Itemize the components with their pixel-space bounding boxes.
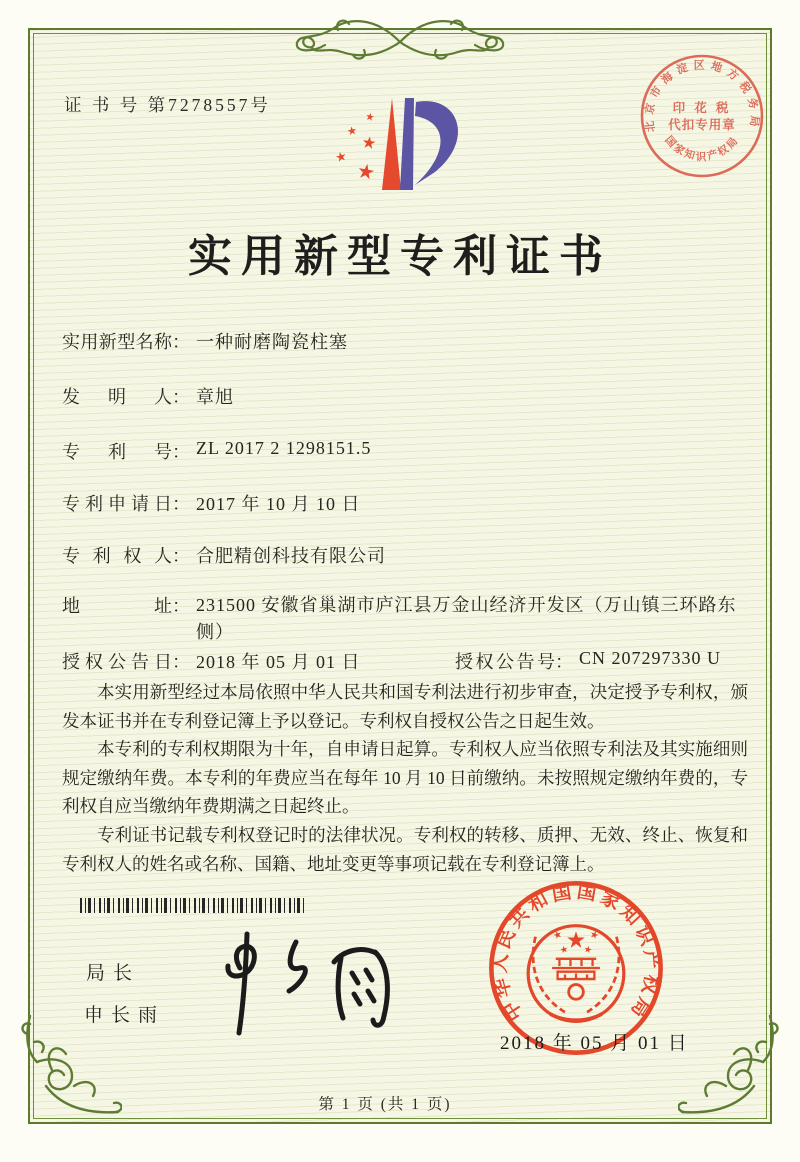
field-value: ZL 2017 2 1298151.5 [196, 438, 372, 458]
field-label: 实用新型名称 [62, 332, 172, 352]
field-label: 专利申请日 [62, 494, 172, 514]
seal-date: 2018 年 05 月 01 日 [500, 1033, 689, 1054]
field-label: 授权公告号 [455, 652, 555, 672]
field-value: 2018 年 05 月 01 日 [196, 652, 361, 672]
page-footer: 第 1 页 (共 1 页) [318, 1096, 452, 1113]
field-label: 授权公告日 [62, 652, 172, 672]
field-colon: ： [555, 652, 573, 672]
legal-paragraph-2: 本专利的专利权期限为十年，自申请日起算。专利权人应当依照专利法及其实施细则规定缴纳年费。本专利的年费应当在每年 10 月 10 日前缴纳。未按照规定缴纳年费的，专利权自应当缴纳年费期满之日起终止。 [62, 739, 748, 817]
field-grant-number [455, 648, 721, 674]
field-value: CN 207297330 U [579, 648, 722, 668]
field-label: 地址 [62, 596, 172, 616]
field-value: 231500 安徽省巢湖市庐江县万金山经济开发区（万山镇三环路东侧） [196, 595, 737, 642]
field-colon: ： [172, 546, 190, 566]
tax-stamp-arc-bottom: 国家知识产权局 [662, 134, 742, 163]
field-inventor [62, 383, 234, 409]
field-colon: ： [172, 332, 190, 352]
national-emblem [528, 926, 624, 1022]
barcode [80, 898, 306, 913]
tax-stamp-line2: 代扣专用章 [668, 118, 736, 132]
legal-paragraph-3: 专利证书记载专利权登记时的法律状况。专利权的转移、质押、无效、终止、恢复和专利权人的姓名或名称、国籍、地址变更等事项记载在专利登记簿上。 [62, 824, 748, 874]
tax-stamp-arc-top: 北京市海淀区地方税务局 [643, 59, 761, 133]
cnipa-logo [335, 88, 483, 208]
field-colon: ： [172, 494, 190, 514]
signer-name: 申长雨 [84, 1005, 166, 1026]
legal-paragraph-1: 本实用新型经过本局依照中华人民共和国专利法进行初步审查，决定授予专利权，颁发本证书并在专利登记簿上予以登记。专利权自授权公告之日起生效。 [62, 682, 748, 731]
svg-text:中华人民共和国国家知识产权局 [488, 880, 665, 1025]
field-patent-number [62, 438, 371, 464]
field-patentee [62, 542, 386, 568]
field-value: 2017 年 10 月 10 日 [196, 494, 361, 514]
logo-blue-bar [400, 98, 414, 190]
tax-stamp-line1: 印 花 税 [672, 101, 732, 115]
field-grant-date [62, 648, 361, 674]
logo-blue-bowl [415, 101, 458, 185]
field-colon: ： [172, 387, 190, 407]
logo-red-wedge [382, 98, 401, 190]
field-label: 专利权人 [62, 546, 172, 566]
field-value: 章旭 [196, 387, 234, 407]
field-utility-model-name [62, 328, 348, 354]
field-colon: ： [172, 652, 190, 672]
field-value: 一种耐磨陶瓷柱塞 [196, 332, 348, 352]
field-colon: ： [172, 442, 190, 462]
certificate-number: 证 书 号 第7278557号 [64, 95, 271, 115]
handwritten-signature [192, 928, 422, 1043]
tax-stamp [637, 51, 767, 181]
signer-title: 局长 [86, 963, 141, 984]
field-address [62, 592, 761, 646]
svg-text:国家知识产权局 [662, 133, 741, 162]
seal-arc-text: 中华人民共和国国家知识产权局 [489, 881, 663, 1025]
field-value: 合肥精创科技有限公司 [196, 546, 386, 566]
field-label: 发明人 [62, 387, 172, 407]
field-label: 专利号 [62, 442, 172, 462]
logo-stars [335, 112, 376, 180]
certificate-title: 实用新型专利证书 [188, 232, 612, 281]
legal-text [62, 678, 748, 878]
field-filing-date [62, 490, 361, 516]
field-colon: ： [172, 596, 190, 616]
